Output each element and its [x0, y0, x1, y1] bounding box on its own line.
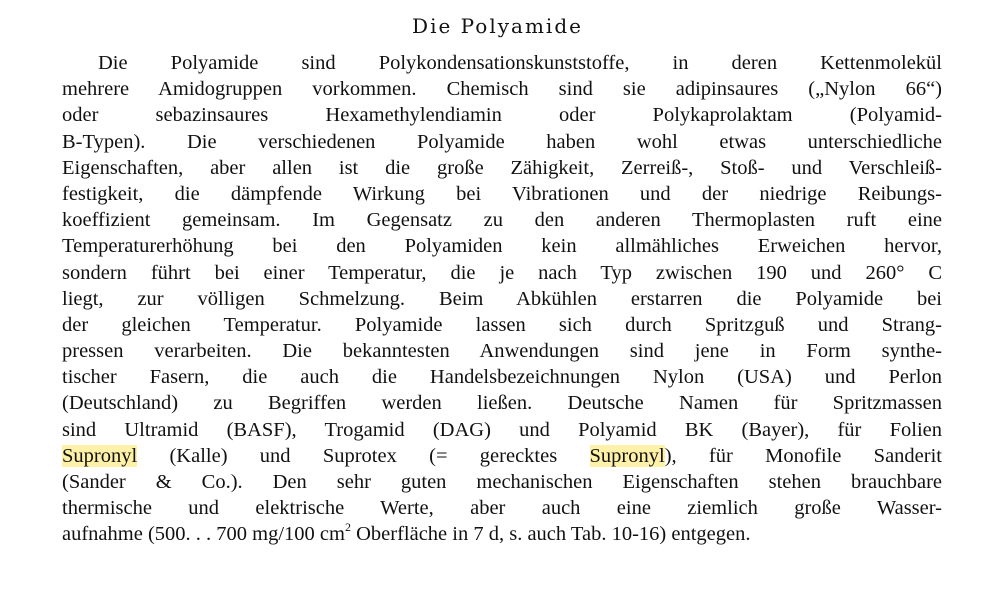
- text-line-3: oder sebazinsaures Hexamethylendiamin oder Polykaprolaktam (Polyamid-: [62, 104, 942, 127]
- text-segment: Oberfläche in 7 d, s. auch Tab. 10-16) entgegen.: [350, 523, 751, 546]
- text-segment: ), für Monofile Sanderit: [664, 444, 943, 467]
- page-title: Die Polyamide: [412, 14, 583, 38]
- text-line-5: Eigenschaften, aber allen ist die große Zähigkeit, Zerreiß-, Stoß- und Verschleiß-: [62, 156, 942, 179]
- text-line-8: Temperaturerhöhung bei den Polyamiden kein allmähliches Erweichen hervor,: [62, 235, 942, 258]
- superscript: 2: [344, 520, 351, 535]
- text-line-16: [62, 443, 942, 469]
- highlighted-term: Supronyl: [62, 444, 138, 467]
- text-line-11: der gleichen Temperatur. Polyamide lassen sich durch Spritzguß und Strang-: [62, 313, 942, 336]
- text-line-17: (Sander & Co.). Den sehr guten mechanischen Eigenschaften stehen brauchbare: [62, 471, 942, 493]
- text-line-9: sondern führt bei einer Temperatur, die je nach Typ zwischen 190 und 260° C: [62, 261, 942, 284]
- text-line-15: sind Ultramid (BASF), Trogamid (DAG) und Polyamid BK (Bayer), für Folien: [62, 418, 942, 441]
- text-line-18: thermische und elektrische Werte, aber auch eine ziemlich große Wasser-: [62, 497, 942, 520]
- text-line-4: B-Typen). Die verschiedenen Polyamide haben wohl etwas unterschiedliche: [62, 130, 942, 153]
- text-line-14: (Deutschland) zu Begriffen werden ließen. Deutsche Namen für Spritzmassen: [62, 392, 942, 415]
- text-segment: aufnahme (500. . . 700 mg/100 cm: [62, 523, 345, 546]
- text-line-12: pressen verarbeiten. Die bekanntesten Anwendungen sind jene in Form synthe-: [62, 340, 942, 363]
- text-segment: (Kalle) und Suprotex (= gerecktes: [137, 444, 590, 467]
- text-line-7: koeffizient gemeinsam. Im Gegensatz zu den anderen Thermoplasten ruft eine: [62, 209, 942, 232]
- highlighted-term: Supronyl: [589, 444, 665, 467]
- text-line-1: Die Polyamide sind Polykondensationskunststoffe, in deren Kettenmolekül: [98, 52, 942, 74]
- text-line-6: festigkeit, die dämpfende Wirkung bei Vibrationen und der niedrige Reibungs-: [62, 182, 942, 205]
- body-paragraph: [62, 50, 942, 548]
- text-line-2: mehrere Amidogruppen vorkommen. Chemisch sind sie adipinsaures („Nylon 66“): [62, 78, 942, 101]
- text-line-10: liegt, zur völligen Schmelzung. Beim Abkühlen erstarren die Polyamide bei: [62, 287, 942, 310]
- text-line-19: [62, 521, 942, 547]
- text-line-13: tischer Fasern, die auch die Handelsbezeichnungen Nylon (USA) und Perlon: [62, 366, 942, 389]
